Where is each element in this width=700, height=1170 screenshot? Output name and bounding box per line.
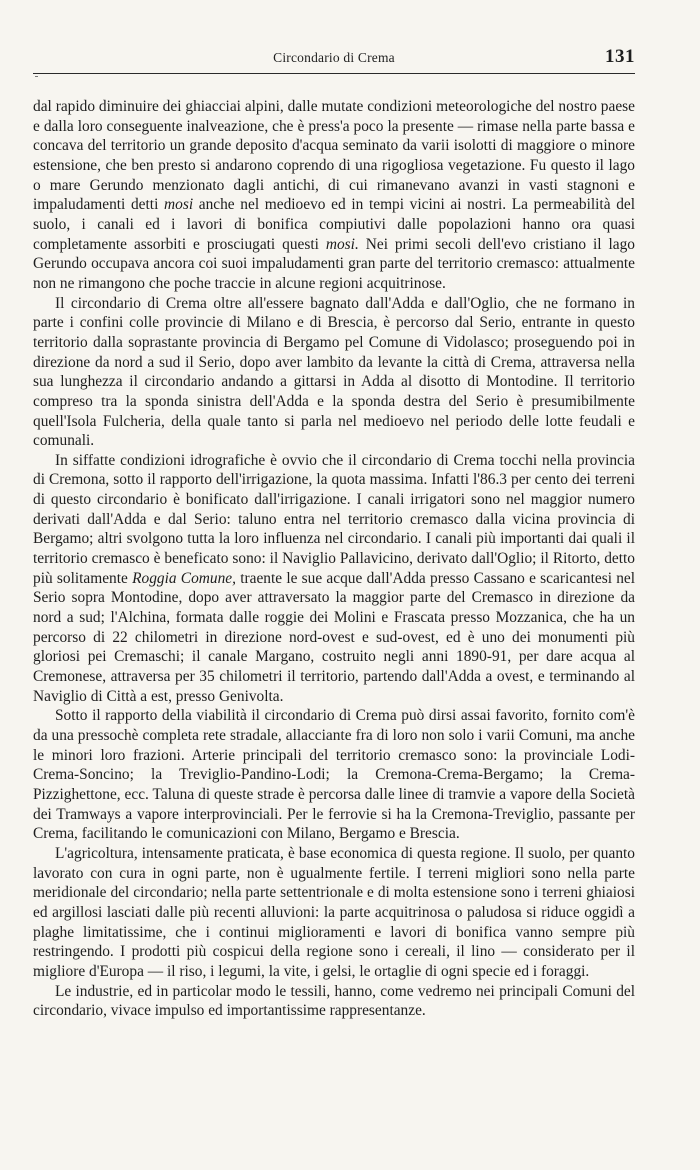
print-mark: [35, 76, 38, 77]
text-run: Le industrie, ed in particolar modo le tessili, hanno, come vedremo nei principali Comuni del circondario, vivace impulso ed importantissime rappresentanze.: [33, 982, 635, 1020]
body-text: [33, 97, 635, 1021]
text-run: Il circondario di Crema oltre all'essere bagnato dall'Adda e dall'Oglio, che ne formano in parte i confini colle provincie di Milano e di Brescia, è percorso dal Serio, entrante in questo territorio dalla soprastante provincia di Bergamo pel Comune di Vidolasco; proseguendo poi in direzione da nord a sud il Serio, dopo aver lambito da levante la città di Crema, attraversa nella sua lunghezza il circondario andando a gittarsi in Adda al disotto di Montodine. Il territorio compreso tra la sponda sinistra dell'Adda e la sponda destra del Serio è presumibilmente quell'Isola Fulcheria, della quale tanto si parla nel medioevo nel periodo delle lotte feudali e comunali.: [33, 294, 635, 450]
italic-term: mosi: [164, 196, 194, 214]
italic-term: mosi.: [325, 235, 359, 253]
paragraph-1: [33, 97, 635, 294]
paragraph-3: [33, 451, 635, 707]
text-run: dal rapido diminuire dei ghiacciai alpini, dalle mutate condizioni meteorologiche del nostro paese e dalla loro conseguente inalveazione, che è press'a poco la presente — rimase nella parte bassa e concava del territorio un grande deposito d'acqua seminato da varii isolotti di maggiore o minore estensione, che ben presto si andarono coprendo di una rigogliosa vegetazione. Fu questo il lago o mare Gerundo menzionato dagli antichi, di cui rimanevano avanzi in vasti stagnoni e impaludamenti detti: [33, 98, 635, 214]
text-run: traente le sue acque dall'Adda presso Cassano e scaricantesi nel Serio sopra Montodine, dopo aver attraversato la maggior parte del Cremasco in direzione da nord a sud; l'Alchina, formata dalle roggie dei Molini e Frascata presso Mozzanica, che ha un percorso di 22 chilometri in direzione nord-ovest e sud-ovest, ed è uno dei monumenti più gloriosi pei Cremaschi; il canale Margano, costruito negli anni 1890-91, per dare acqua al Cremonese, attraversa per 35 chilometri il territorio, partendo dall'Adda a ovest, e terminando al Naviglio di Città a est, presso Genivolta.: [33, 569, 636, 705]
header-rule: [33, 73, 635, 74]
italic-term: Roggia Comune,: [132, 569, 236, 587]
page-number: 131: [605, 46, 635, 67]
text-run: Nei primi secoli dell'evo cristiano il lago Gerundo occupava ancora coi suoi impaludamenti gran parte del territorio cremasco: attualmente non ne rimangono che poche traccie in alcune regioni acquitrinose.: [33, 235, 635, 292]
paragraph-5: [33, 844, 635, 982]
text-run: Sotto il rapporto della viabilità il circondario di Crema può dirsi assai favorito, fornito com'è da una pressochè completa rete stradale, allacciante fra di loro non solo i varii Comuni, ma anche le minori loro frazioni. Arterie principali del territorio cremasco sono: la provinciale Lodi-Crema-Soncino; la Treviglio-Pandino-Lodi; la Cremona-Crema-Bergamo; la Crema-Pizzighettone, ecc. Taluna di queste strade è percorsa dalle linee di tramvie a vapore della Società dei Tramways a vapore interprovinciali. Per le ferrovie si ha la Cremona-Treviglio, passante per Crema, facilitando le comunicazioni con Milano, Bergamo e Brescia.: [33, 707, 635, 843]
text-run: anche nel medioevo ed in tempi vicini ai nostri. La permeabilità del suolo, i canali ed i lavori di bonifica compiutivi dalle popolazioni hanno ora quasi completamente assorbiti e prosciugati questi: [33, 196, 636, 253]
paragraph-6: [33, 982, 635, 1021]
running-title: Circondario di Crema: [273, 50, 395, 65]
running-head: [33, 44, 635, 72]
text-run: In siffatte condizioni idrografiche è ovvio che il circondario di Crema tocchi nella provincia di Cremona, sotto il rapporto dell'irrigazione, la quota massima. Infatti l'86.3 per cento dei terreni di questo circondario è bonificato dall'irrigazione. I canali irrigatori sono nel maggior numero derivati dall'Adda e dal Serio: taluno entra nel territorio cremasco dalla vicina provincia di Bergamo; altri svolgono tutta la loro influenza nel circondario. I canali più importanti dai quali il territorio cremasco è beneficato sono: il Naviglio Pallavicino, derivato dall'Oglio; il Ritorto, detto più solitamente: [33, 451, 635, 587]
paragraph-2: [33, 294, 635, 451]
text-run: L'agricoltura, intensamente praticata, è base economica di questa regione. Il suolo, per quanto lavorato con cura in ogni parte, non è ugualmente fertile. I terreni migliori sono nella parte meridionale del circondario; nella parte settentrionale e di molta estensione sono i terreni ghiaiosi ed argillosi lasciati dalle più recenti alluvioni: la parte acquitrinosa o paludosa si riduce oggidì a plaghe limitatissime, che i continui miglioramenti e lavori di bonifica vanno sempre più restringendo. I prodotti più cospicui della regione sono i cereali, il lino — considerato per il migliore d'Europa — il riso, i legumi, la vite, i gelsi, le ortaglie di ogni specie ed i foraggi.: [33, 844, 635, 980]
paragraph-4: [33, 706, 635, 844]
